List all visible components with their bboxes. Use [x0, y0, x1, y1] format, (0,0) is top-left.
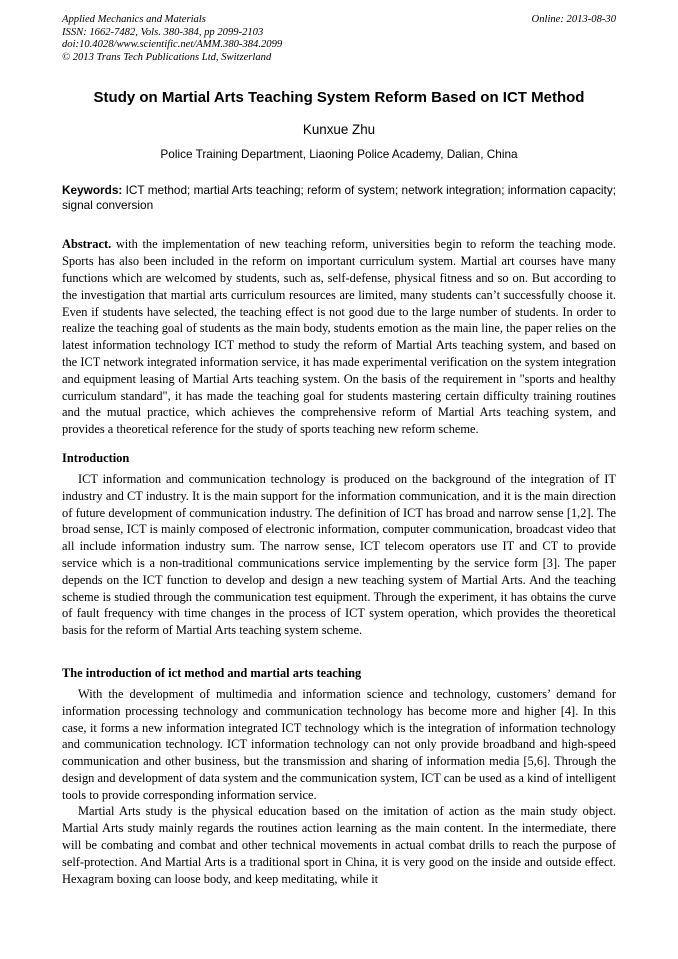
- journal-header: [62, 14, 616, 64]
- author-name: Kunxue Zhu: [302, 122, 376, 138]
- abstract-block: [62, 236, 616, 438]
- section-heading-ict-method: The introduction of ict method and martial arts teaching: [62, 665, 362, 680]
- introduction-paragraph: ICT information and communication technology is produced on the background of the integration of IT industry and CT industry. It is the main support for the information communication, and it is the main direction of future development of communication industry. The definition of ICT has broad and narrow sense [1,2]. The broad sense, ICT is mainly composed of electronic information, computer communication, broadcast video that all include information industry sum. The narrow sense, ICT telecom operators use IT and CT to provide service which is a non-traditional communications service implementing by the service form [3]. The paper depends on the ICT function to develop and design a new teaching system of Martial Arts. And the teaching scheme is studied through the communication test equipment. Through the experiment, it has obtains the curve of fault frequency with time changes in the process of ICT system operation, which provides the theoretical basis for the reform of Martial Arts teaching system scheme.: [62, 471, 616, 638]
- issn-line: ISSN: 1662-7482, Vols. 380-384, pp 2099-2103: [62, 26, 264, 38]
- doi-line: doi:10.4028/www.scientific.net/AMM.380-384.2099: [62, 39, 283, 51]
- abstract-label: Abstract.: [62, 237, 112, 252]
- keywords-text: ICT method; martial Arts teaching; reform of system; network integration; information capacity; signal conversion: [62, 183, 616, 213]
- online-date: Online: 2013-08-30: [531, 14, 616, 25]
- abstract-text: with the implementation of new teaching reform, universities begin to reform the teaching mode. Sports has also been included in the reform on important curriculum system. Martial art courses have many functions which are welcomed by students, such as, self-defense, physical fitness and so on. But according to the investigation that martial arts curriculum resources are limited, many students can’t successfully choose it. Even if students have selected, the teaching effect is not good due to the large number of students. In order to realize the teaching goal of students as the main body, students emotion as the main line, the paper relies on the latest information technology ICT method to study the reform of Martial Arts teaching system, and based on the ICT network integrated information service, it has made experimental verification on the system integration and equipment leasing of Martial Arts teaching system. On the basis of the requirement in "sports and healthy curriculum standard", it has made the teaching goal for students mastering certain difficulty training routines and the mutual practice, which achieves the comprehensive reform of Martial Arts teaching system, and provides a theoretical reference for the study of sports teaching new reform scheme.: [62, 237, 616, 437]
- copyright-line: © 2013 Trans Tech Publications Ltd, Switzerland: [62, 51, 272, 63]
- ict-method-paragraph-1: With the development of multimedia and information science and technology, customers’ demand for information processing technology and communication technology has become more and higher [4]. In this case, it forms a new information integrated ICT technology which is the integration of information technology and communication technology. ICT information technology can not only provide broadband and high-speed communication and other business, but the transmission and sharing of information media [5,6]. Through the design and development of data system and the communication system, ICT can be used as a kind of intelligent tools to provide corresponding information service.: [62, 686, 616, 802]
- section-heading-introduction: Introduction: [62, 450, 130, 465]
- keywords-label: Keywords:: [62, 183, 123, 198]
- paper-title: Study on Martial Arts Teaching System Reform Based on ICT Method: [93, 89, 585, 107]
- journal-header-left: [62, 14, 282, 64]
- ict-method-paragraph-2: Martial Arts study is the physical education based on the imitation of action as the main study object. Martial Arts study mainly regards the routines action learning as the main content. In the intermediate, there will be combating and combat and other technical movements in actual combat drills to reach the purpose of self-protection. And Martial Arts is a traditional sport in China, it is very good on the inside and outside effect. Hexagram boxing can loose body, and keep meditating, while it: [62, 804, 616, 886]
- keywords-block: [62, 183, 616, 213]
- journal-name: Applied Mechanics and Materials: [62, 14, 206, 25]
- author-affiliation: Police Training Department, Liaoning Police Academy, Dalian, China: [160, 147, 518, 162]
